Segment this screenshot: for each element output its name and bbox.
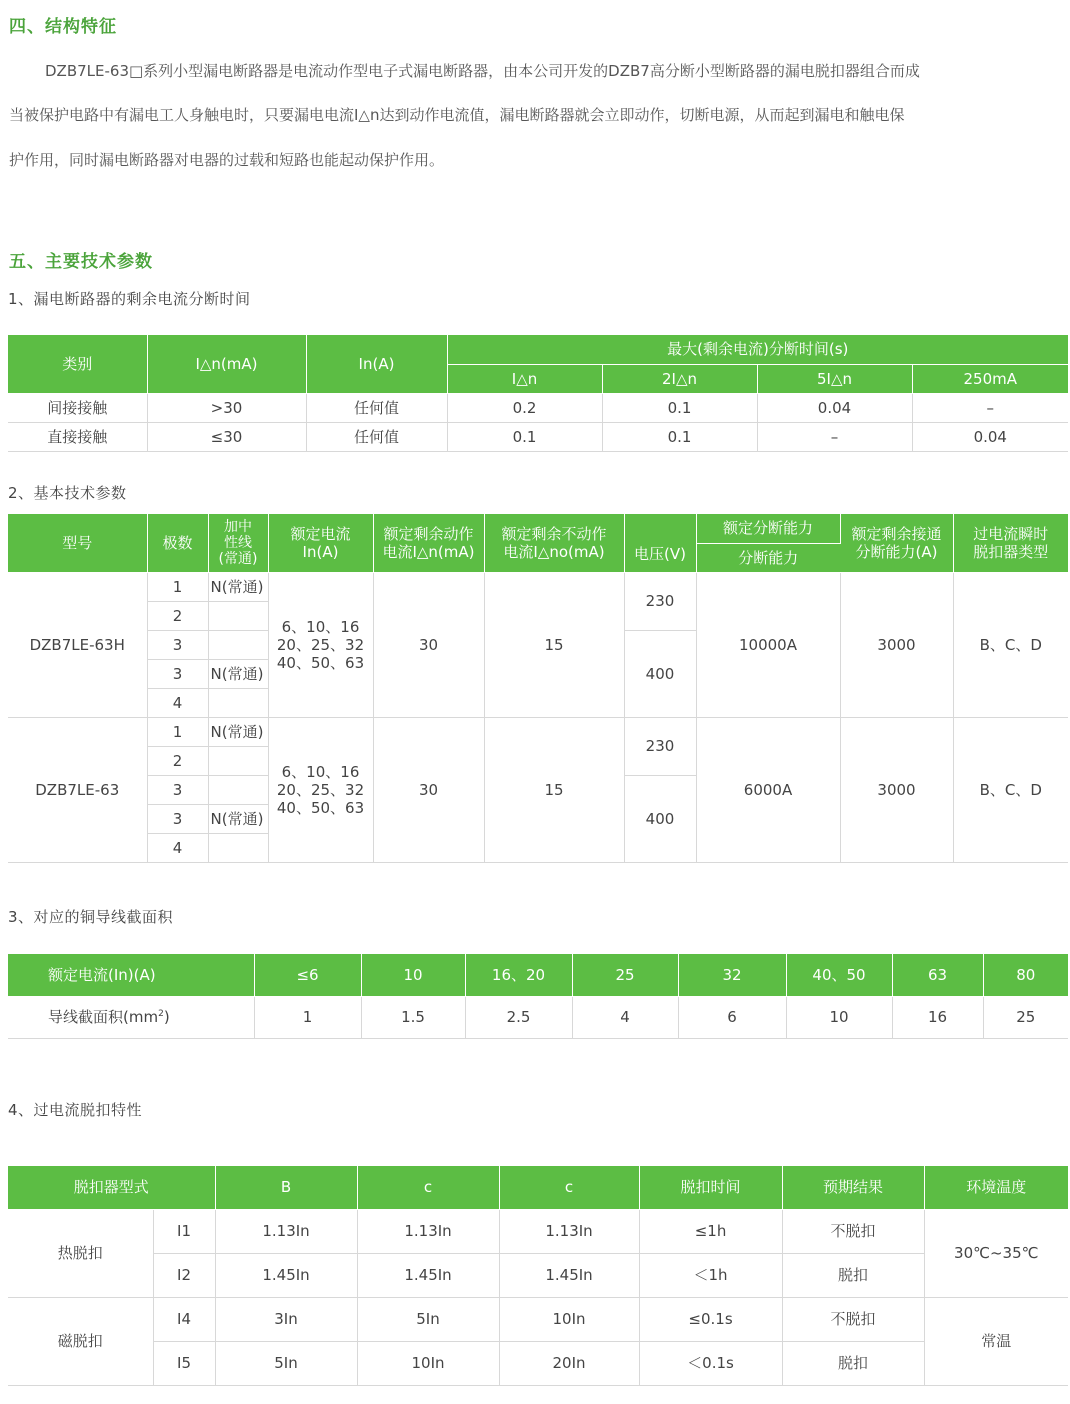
header-value: ≤6 (254, 954, 361, 996)
header-trip-type: 脱扣器型式 (8, 1166, 215, 1209)
header-residual-nonop: 额定剩余不动作 电流I△no(mA) (484, 514, 624, 572)
header-sub-2idn: 2I△n (602, 364, 757, 393)
header-rated-current: 额定电流 In(A) (268, 514, 373, 572)
cell: 6 (678, 996, 786, 1038)
cell: 25 (983, 996, 1068, 1038)
cell: I5 (153, 1341, 215, 1385)
neutral-cell: N(常通) (208, 804, 268, 833)
pole-cell: 4 (147, 688, 208, 717)
model-cell: DZB7LE-63 (8, 717, 147, 862)
cell: – (912, 393, 1068, 422)
cell: 1.45In (357, 1253, 499, 1297)
cell: I4 (153, 1297, 215, 1341)
group-name-cell: 磁脱扣 (8, 1297, 153, 1385)
header-residual-make: 额定剩余接通 分断能力(A) (840, 514, 953, 572)
header-neutral: 加中 性线 (常通) (208, 514, 268, 572)
cell: 2.5 (465, 996, 572, 1038)
voltage-cell: 230 (624, 572, 696, 630)
pole-cell: 1 (147, 572, 208, 601)
residual-nonop-cell: 15 (484, 572, 624, 717)
header-value: 32 (678, 954, 786, 996)
row-label-section: 导线截面积$(mm^2)$ (8, 996, 254, 1038)
table2-caption: 2、基本技术参数 (8, 484, 127, 502)
cell: ≤1h (639, 1209, 782, 1253)
table-row (8, 996, 1068, 1038)
cell: 直接接触 (8, 422, 147, 451)
header-value: 40、50 (786, 954, 892, 996)
pole-cell: 3 (147, 630, 208, 659)
table-row (8, 572, 1068, 601)
breaking-cell: 10000A (696, 572, 840, 717)
cell: 1.45In (499, 1253, 639, 1297)
header-value: 16、20 (465, 954, 572, 996)
breaking-time-table (8, 335, 1068, 452)
cell: 任何值 (306, 422, 447, 451)
neutral-cell: N(常通) (208, 659, 268, 688)
table4-caption: 4、过电流脱扣特性 (8, 1101, 143, 1119)
cell: 间接接触 (8, 393, 147, 422)
cell: 3In (215, 1297, 357, 1341)
temp-cell: 30℃~35℃ (924, 1209, 1068, 1297)
header-sub-idn: I△n (447, 364, 602, 393)
cell: 1 (254, 996, 361, 1038)
voltage-cell: 400 (624, 775, 696, 862)
overcurrent-trip-table (8, 1166, 1068, 1386)
group-name-cell: 热脱扣 (8, 1209, 153, 1297)
header-poles: 极数 (147, 514, 208, 572)
basic-parameters-table (8, 514, 1068, 863)
paragraph-line-3: 护作用，同时漏电断路器对电器的过载和短路也能起动保护作用。 (9, 151, 445, 169)
paragraph-line-2: 当被保护电路中有漏电工人身触电时，只要漏电电流I△n达到动作电流值，漏电断路器就会立即动作，切断电源，从而起到漏电和触电保 (9, 106, 905, 124)
cell: 10In (357, 1341, 499, 1385)
table-row (8, 393, 1068, 422)
cell: 4 (572, 996, 678, 1038)
section-title-structure: 四、结构特征 (9, 17, 117, 37)
neutral-cell (208, 775, 268, 804)
table-row (8, 422, 1068, 451)
header-value: 25 (572, 954, 678, 996)
header-trip-time: 脱扣时间 (639, 1166, 782, 1209)
header-idn: I△n(mA) (147, 335, 306, 393)
cell: 1.13In (215, 1209, 357, 1253)
neutral-cell (208, 688, 268, 717)
breaking-cell: 6000A (696, 717, 840, 862)
cell: 0.1 (602, 422, 757, 451)
pole-cell: 4 (147, 833, 208, 862)
cell: – (757, 422, 912, 451)
neutral-cell: N(常通) (208, 572, 268, 601)
conductor-section-table (8, 954, 1068, 1039)
current-cell: 6、10、16 20、25、32 40、50、63 (268, 717, 373, 862)
cell: 10In (499, 1297, 639, 1341)
header-breaking-top: 额定分断能力 (696, 514, 840, 543)
cell: 1.13In (357, 1209, 499, 1253)
pole-cell: 1 (147, 717, 208, 746)
header-value: 80 (983, 954, 1068, 996)
cell: ＜0.1s (639, 1341, 782, 1385)
neutral-cell (208, 833, 268, 862)
header-expected-result: 预期结果 (782, 1166, 924, 1209)
section-title-parameters: 五、主要技术参数 (9, 252, 153, 272)
table-row (8, 1253, 1068, 1297)
cell: >30 (147, 393, 306, 422)
trip-type-cell: B、C、D (953, 717, 1068, 862)
cell: 1.13In (499, 1209, 639, 1253)
cell: 0.04 (757, 393, 912, 422)
voltage-cell: 400 (624, 630, 696, 717)
cell: 不脱扣 (782, 1209, 924, 1253)
neutral-cell: N(常通) (208, 717, 268, 746)
residual-make-cell: 3000 (840, 717, 953, 862)
cell: 0.1 (602, 393, 757, 422)
header-in: In(A) (306, 335, 447, 393)
header-value: 63 (892, 954, 983, 996)
pole-cell: 2 (147, 601, 208, 630)
neutral-cell (208, 630, 268, 659)
header-ambient-temp: 环境温度 (924, 1166, 1068, 1209)
header-trip-type: 过电流瞬时 脱扣器类型 (953, 514, 1068, 572)
cell: ≤0.1s (639, 1297, 782, 1341)
header-sub-5idn: 5I△n (757, 364, 912, 393)
cell: 不脱扣 (782, 1297, 924, 1341)
paragraph-line-1: DZB7LE-63□系列小型漏电断路器是电流动作型电子式漏电断路器，由本公司开发的DZB7高分断小型断路器的漏电脱扣器组合而成 (45, 62, 920, 80)
cell: 1.5 (361, 996, 465, 1038)
cell: 5In (357, 1297, 499, 1341)
cell: 0.2 (447, 393, 602, 422)
cell: 10 (786, 996, 892, 1038)
table-row (8, 717, 1068, 746)
residual-make-cell: 3000 (840, 572, 953, 717)
cell: 16 (892, 996, 983, 1038)
trip-type-cell: B、C、D (953, 572, 1068, 717)
pole-cell: 3 (147, 775, 208, 804)
table3-caption: 3、对应的铜导线截面积 (8, 908, 174, 926)
residual-nonop-cell: 15 (484, 717, 624, 862)
header-model: 型号 (8, 514, 147, 572)
cell: 20In (499, 1341, 639, 1385)
temp-cell: 常温 (924, 1297, 1068, 1385)
neutral-cell (208, 601, 268, 630)
header-category: 类别 (8, 335, 147, 393)
header-rated-current: 额定电流(In)(A) (8, 954, 254, 996)
current-cell: 6、10、16 20、25、32 40、50、63 (268, 572, 373, 717)
pole-cell: 3 (147, 804, 208, 833)
neutral-cell (208, 746, 268, 775)
header-value: 10 (361, 954, 465, 996)
pole-cell: 2 (147, 746, 208, 775)
cell: 0.04 (912, 422, 1068, 451)
cell: ＜1h (639, 1253, 782, 1297)
cell: 0.1 (447, 422, 602, 451)
header-c2: c (499, 1166, 639, 1209)
header-b: B (215, 1166, 357, 1209)
cell: I2 (153, 1253, 215, 1297)
cell: ≤30 (147, 422, 306, 451)
model-cell: DZB7LE-63H (8, 572, 147, 717)
residual-op-cell: 30 (373, 717, 484, 862)
table-row (8, 1297, 1068, 1341)
table-row (8, 1341, 1068, 1385)
cell: 5In (215, 1341, 357, 1385)
header-c: c (357, 1166, 499, 1209)
cell: 任何值 (306, 393, 447, 422)
header-max-time: 最大(剩余电流)分断时间(s) (447, 335, 1068, 364)
table-row (8, 1209, 1068, 1253)
cell: 脱扣 (782, 1253, 924, 1297)
header-sub-250ma: 250mA (912, 364, 1068, 393)
header-residual-op: 额定剩余动作 电流I△n(mA) (373, 514, 484, 572)
residual-op-cell: 30 (373, 572, 484, 717)
pole-cell: 3 (147, 659, 208, 688)
cell: I1 (153, 1209, 215, 1253)
header-breaking-bottom: 分断能力 (696, 543, 840, 572)
cell: 脱扣 (782, 1341, 924, 1385)
header-voltage: 电压(V) (624, 514, 696, 572)
table1-caption: 1、漏电断路器的剩余电流分断时间 (8, 290, 251, 308)
voltage-cell: 230 (624, 717, 696, 775)
cell: 1.45In (215, 1253, 357, 1297)
